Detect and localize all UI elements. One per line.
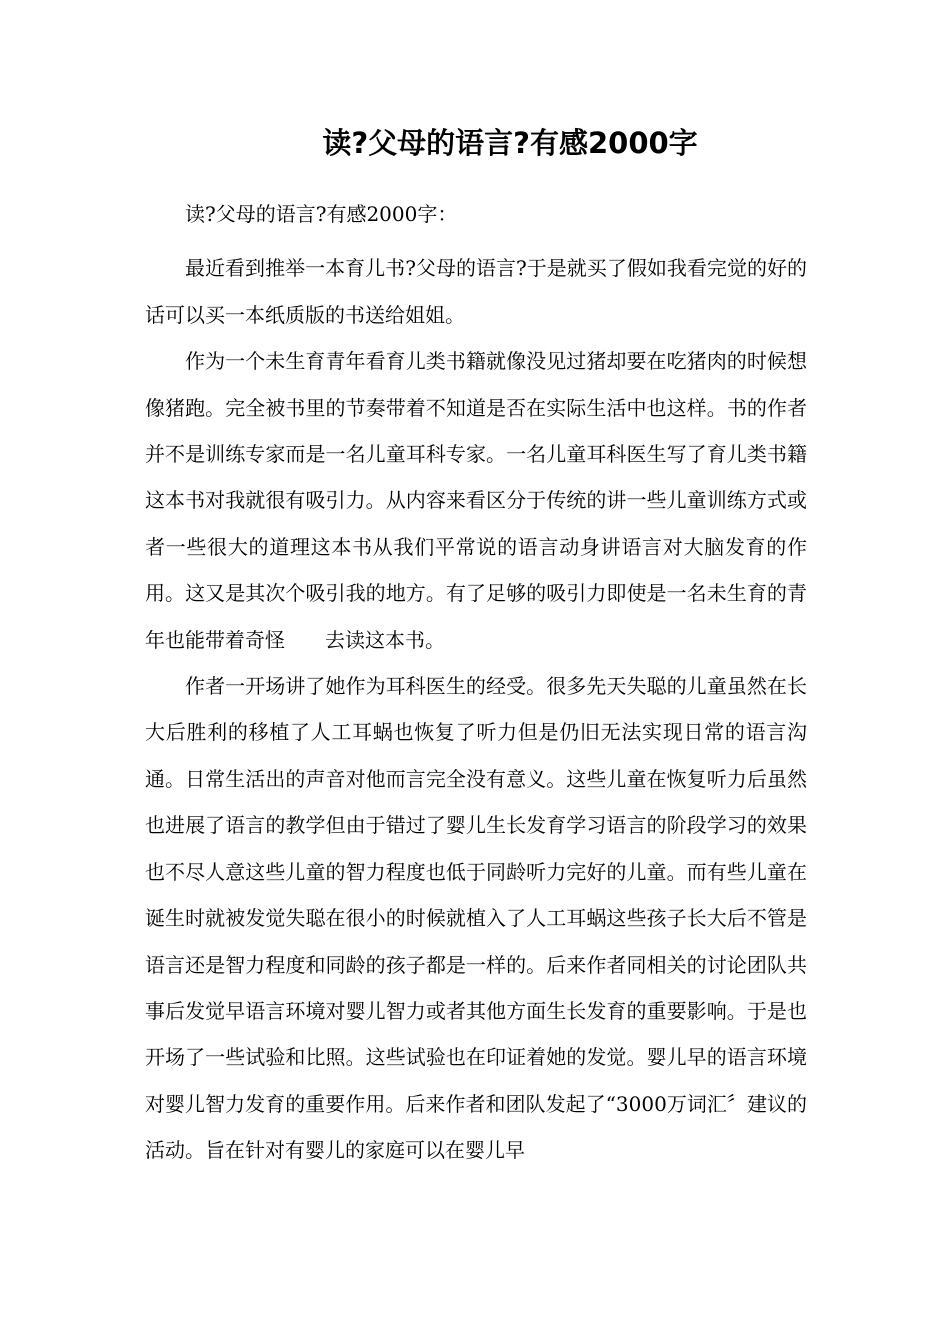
document-body <box>145 191 807 1174</box>
paragraph-intro: 读?父母的语言?有感2000字： <box>185 202 458 226</box>
paragraph: 作为一个未生育青年看育儿类书籍就像没见过猪却要在吃猪肉的时候想像猪跑。完全被书里的节奏带着不知道是否在实际生活中也这样。书的作者并不是训练专家而是一名儿童耳科专家。一名儿童耳科医生写了育儿类书籍这本书对我就很有吸引力。从内容来看区分于传统的讲一些儿童训练方式或者一些很大的道理这本书从我们平常说的语言动身讲语言对大脑发育的作用。这又是其次个吸引我的地方。有了足够的吸引力即使是一名未生育的青年也能带着奇怪 去读这本书。 <box>145 349 807 652</box>
paragraph: 作者一开场讲了她作为耳科医生的经受。很多先天失聪的儿童虽然在长大后胜利的移植了人工耳蜗也恢复了听力但是仍旧无法实现日常的语言沟通。日常生活出的声音对他而言完全没有意义。这些儿童在恢复听力后虽然也进展了语言的教学但由于错过了婴儿生长发育学习语言的阶段学习的效果也不尽人意这些儿童的智力程度也低于同龄听力完好的儿童。而有些儿童在诞生时就被发觉失聪在很小的时候就植入了人工耳蜗这些孩子长大后不管是语言还是智力程度和同龄的孩子都是一样的。后来作者同相关的讨论团队共事后发觉早语言环境对婴儿智力或者其他方面生长发育的重要影响。于是也开场了一些试验和比照。这些试验也在印证着她的发觉。婴儿早的语言环境对婴儿智力发育的重要作用。后来作者和团队发起了“3000万词汇〞建议的活动。旨在针对有婴儿的家庭可以在婴儿早 <box>145 674 807 1163</box>
paragraph: 最近看到推举一本育儿书?父母的语言?于是就买了假如我看完觉的好的话可以买一本纸质版的书送给姐姐。 <box>145 256 807 327</box>
document-title: 读?父母的语言?有感2000字 <box>322 126 698 160</box>
